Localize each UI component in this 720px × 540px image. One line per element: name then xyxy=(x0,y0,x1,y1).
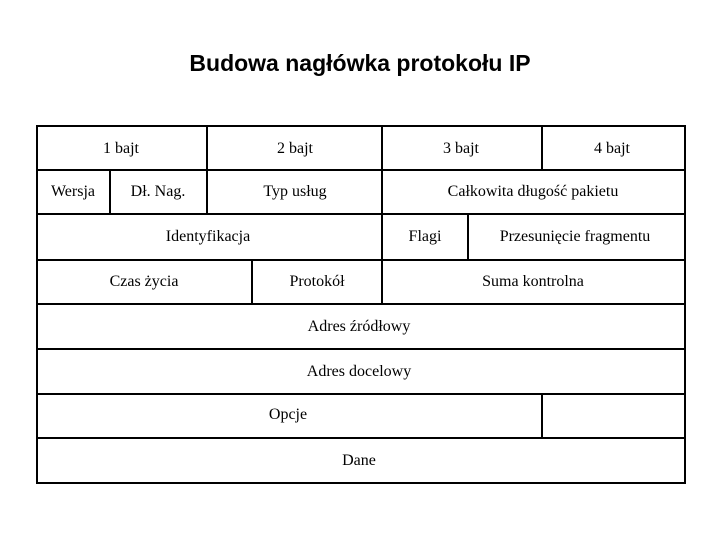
checksum-field: Suma kontrolna xyxy=(482,273,584,290)
data-field: Dane xyxy=(342,452,376,469)
cell-divider xyxy=(109,169,111,215)
version-field: Wersja xyxy=(50,183,96,200)
fragment-offset-field: Przesunięcie fragmentu xyxy=(499,228,651,245)
source-address-field: Adres źródłowy xyxy=(307,318,411,335)
byte-2-label: 2 bajt xyxy=(277,140,313,157)
row-divider xyxy=(36,348,686,350)
header-length-field: Dł. Nag. xyxy=(130,183,186,200)
service-type-field: Typ usług xyxy=(263,183,327,200)
row-divider xyxy=(36,259,686,261)
cell-divider xyxy=(541,125,543,170)
byte-1-label: 1 bajt xyxy=(103,140,139,157)
row-divider xyxy=(36,437,686,439)
page-title: Budowa nagłówka protokołu IP xyxy=(189,50,531,76)
flags-field: Flagi xyxy=(408,228,442,245)
total-length-field: Całkowita długość pakietu xyxy=(447,183,619,200)
cell-divider xyxy=(206,125,208,170)
byte-3-label: 3 bajt xyxy=(443,140,479,157)
identification-field: Identyfikacja xyxy=(165,228,251,245)
cell-divider xyxy=(467,213,469,261)
row-divider xyxy=(36,169,686,171)
options-field: Opcje xyxy=(268,406,308,423)
cell-divider xyxy=(251,259,253,305)
cell-divider xyxy=(381,259,383,305)
row-divider xyxy=(36,393,686,395)
cell-divider xyxy=(541,393,543,439)
byte-4-label: 4 bajt xyxy=(594,140,630,157)
cell-divider xyxy=(381,169,383,215)
cell-divider xyxy=(206,169,208,215)
row-divider xyxy=(36,213,686,215)
destination-address-field: Adres docelowy xyxy=(306,363,412,380)
ttl-field: Czas życia xyxy=(109,273,179,290)
cell-divider xyxy=(381,125,383,170)
protocol-field: Protokół xyxy=(289,273,345,290)
cell-divider xyxy=(381,213,383,261)
row-divider xyxy=(36,303,686,305)
